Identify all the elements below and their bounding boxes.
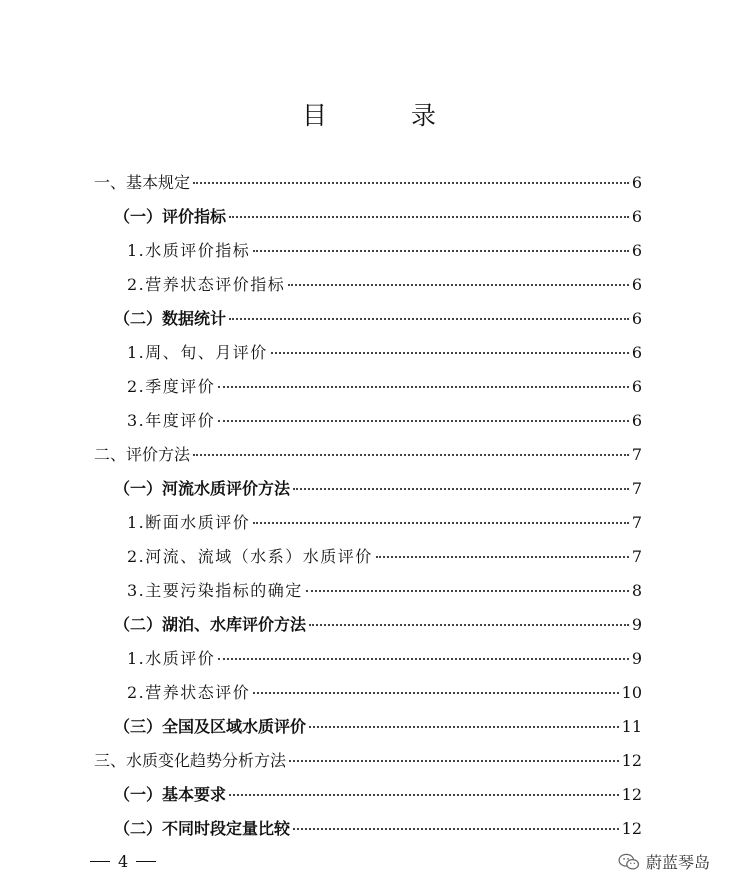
toc-entry-page: 9 <box>631 649 642 668</box>
page-number: 4 <box>118 852 129 871</box>
toc-entry-page: 12 <box>621 819 642 838</box>
toc-entry-label: （一）河流水质评价方法 <box>114 479 291 498</box>
toc-entry-label: 3.年度评价 <box>127 411 216 430</box>
toc-entry-label: 2.营养状态评价指标 <box>127 275 286 294</box>
toc-leader-dots <box>309 726 619 728</box>
toc-entry-page: 8 <box>631 581 642 600</box>
toc-entry-page: 7 <box>631 513 642 532</box>
toc-entry-label: （一）评价指标 <box>114 207 227 226</box>
toc-entry[interactable] <box>0 377 642 397</box>
toc-entry[interactable] <box>0 649 642 669</box>
toc-entry[interactable] <box>0 615 642 635</box>
toc-leader-dots <box>229 216 629 218</box>
page-footer <box>90 852 156 871</box>
toc-entry-label: 2.河流、流域（水系）水质评价 <box>127 547 373 566</box>
footer-dash-right <box>136 861 156 862</box>
toc-leader-dots <box>288 284 629 286</box>
toc-entry-page: 6 <box>631 343 642 362</box>
toc-entry-page: 10 <box>621 683 642 702</box>
toc-leader-dots <box>253 522 629 524</box>
toc-leader-dots <box>218 658 629 660</box>
wechat-icon <box>618 853 640 871</box>
toc-entry-label: 2.季度评价 <box>127 377 216 396</box>
toc-entry-page: 6 <box>631 411 642 430</box>
toc-entry-page: 6 <box>631 309 642 328</box>
toc-leader-dots <box>293 828 619 830</box>
toc-entry-label: 二、评价方法 <box>94 445 191 464</box>
toc-leader-dots <box>193 454 629 456</box>
toc-entry-page: 6 <box>631 377 642 396</box>
toc-leader-dots <box>271 352 629 354</box>
toc-entry-page: 7 <box>631 479 642 498</box>
toc-leader-dots <box>253 250 629 252</box>
toc-entry-label: （三）全国及区域水质评价 <box>114 717 307 736</box>
watermark-text: 蔚蓝琴岛 <box>646 853 711 872</box>
toc-entry-page: 7 <box>631 445 642 464</box>
footer-dash-left <box>90 861 110 862</box>
toc-entry[interactable] <box>0 513 642 533</box>
toc-entry[interactable] <box>0 411 642 431</box>
toc-entry-label: （二）数据统计 <box>114 309 227 328</box>
toc-entry-page: 6 <box>631 173 642 192</box>
toc-entry-page: 6 <box>631 275 642 294</box>
toc-entry[interactable] <box>0 479 642 499</box>
toc-entry-label: 3.主要污染指标的确定 <box>127 581 303 600</box>
toc-entry[interactable] <box>0 207 642 227</box>
toc-entry[interactable] <box>0 275 642 295</box>
watermark <box>618 850 710 873</box>
toc-entry[interactable] <box>0 343 642 363</box>
toc-entry[interactable] <box>0 581 642 601</box>
toc-entry-page: 7 <box>631 547 642 566</box>
toc-leader-dots <box>306 590 629 592</box>
toc-leader-dots <box>218 420 629 422</box>
toc-entry[interactable] <box>0 547 642 567</box>
toc-leader-dots <box>253 692 618 694</box>
toc-entry[interactable] <box>0 717 642 737</box>
toc-entry-label: 1.断面水质评价 <box>127 513 251 532</box>
toc-entry-page: 12 <box>621 785 642 804</box>
toc-entry-label: 三、水质变化趋势分析方法 <box>94 751 287 770</box>
toc-leader-dots <box>289 760 619 762</box>
toc-entry-label: 1.水质评价 <box>127 649 216 668</box>
toc-leader-dots <box>376 556 629 558</box>
toc-entry-label: 2.营养状态评价 <box>127 683 251 702</box>
toc-leader-dots <box>218 386 629 388</box>
toc-entry-label: （二）湖泊、水库评价方法 <box>114 615 307 634</box>
toc-leader-dots <box>229 318 629 320</box>
toc-leader-dots <box>309 624 629 626</box>
toc-leader-dots <box>193 182 629 184</box>
toc-entry[interactable] <box>0 785 642 805</box>
toc-leader-dots <box>293 488 629 490</box>
toc-entry-page: 12 <box>621 751 642 770</box>
toc-entry[interactable] <box>0 683 642 703</box>
toc-entry[interactable] <box>0 445 642 465</box>
toc-entry[interactable] <box>0 751 642 771</box>
toc-entry-label: 一、基本规定 <box>94 173 191 192</box>
toc-entry-page: 11 <box>621 717 642 736</box>
toc-entry[interactable] <box>0 241 642 261</box>
toc-entry-label: （二）不同时段定量比较 <box>114 819 291 838</box>
toc-entry[interactable] <box>0 173 642 193</box>
page-title: 目 录 <box>302 101 474 130</box>
toc-entry-page: 9 <box>631 615 642 634</box>
toc-entry-label: 1.水质评价指标 <box>127 241 251 260</box>
toc-entry-page: 6 <box>631 241 642 260</box>
toc-entry[interactable] <box>0 309 642 329</box>
toc-entry-page: 6 <box>631 207 642 226</box>
toc-entry[interactable] <box>0 819 642 839</box>
toc-entry-label: 1.周、旬、月评价 <box>127 343 268 362</box>
toc-entry-label: （一）基本要求 <box>114 785 227 804</box>
toc-leader-dots <box>229 794 619 796</box>
